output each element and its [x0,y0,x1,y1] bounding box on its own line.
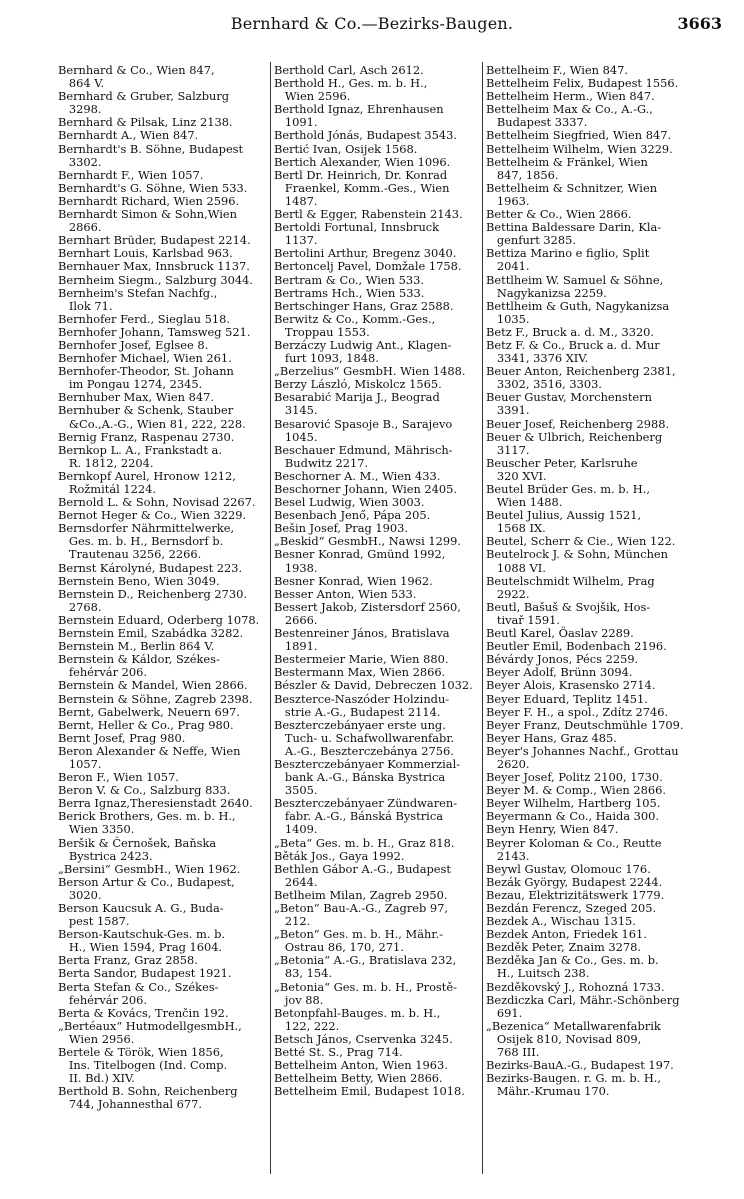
directory-entry-line: Beutl, Bašuš & Svojšik, Hos- [486,599,651,614]
directory-entry-line: „Betonia“ A.-G., Bratislava 232, [274,953,457,968]
directory-entry-line: Bezděk Peter, Znaim 3278. [486,940,642,955]
directory-entry-line: Bernkop L. A., Frankstadt a. [58,442,222,457]
directory-entry-line: Bernhardt's B. Söhne, Budapest [58,141,244,156]
directory-entry-line: Berson Kaucsuk A. G., Buda- [58,901,224,915]
directory-entry-line: fehérvár 206. [58,992,147,1007]
directory-entry-line: Bezirks-Baugen. r. G. m. b. H., [486,1071,662,1086]
directory-entry-line: Bernhart Louis, Karlsbad 963. [58,246,233,261]
directory-entry-line: Bernhardt's G. Söhne, Wien 533. [58,180,248,195]
directory-entry-line: Beuer Gustav, Morchenstern [486,390,652,405]
directory-entry-line: Bezák György, Budapest 2244. [486,874,663,889]
directory-entry-line: Bernstein D., Reichenberg 2730. [58,586,247,601]
directory-entry-line: Bertoncelj Pavel, Domžale 1758. [274,259,462,274]
directory-entry-line: Berta Stefan & Co., Székes- [58,979,219,994]
directory-entry-line: H., Luitsch 238. [486,966,590,981]
directory-entry-line: Beutelschmidt Wilhelm, Prag [486,573,655,588]
directory-entry-line: Beszterce-Naszóder Holzindu- [274,691,450,706]
directory-entry-line: „Bertéaux“ HutmodellgesmbH., [58,1018,242,1033]
directory-entry-line: Beschorner Johann, Wien 2405. [274,482,458,496]
directory-entry-line: Beyer F. H., a spol., Zdítz 2746. [486,704,669,719]
directory-entry-line: Bettiza Marino e figlio, Split [486,246,650,261]
directory-entry-line: Beuscher Peter, Karlsruhe [486,455,638,470]
directory-entry-line: Bertram & Co., Wien 533. [274,272,424,287]
directory-entry-line: Nagykanizsa 2259. [486,285,607,300]
directory-entry-line: Bernst Károlyné, Budapest 223. [58,560,243,575]
directory-entry-line: Bernhardt F., Wien 1057. [58,167,204,182]
directory-entry-line: Berthold Ignaz, Ehrenhausen [274,102,444,117]
directory-entry-line: Bernhardt Simon & Sohn,Wien [58,207,237,222]
column-right [486,64,716,1098]
directory-entry-line: 1938. [274,560,318,575]
directory-entry-line: Beyermann & Co., Haida 300. [486,809,660,824]
directory-entry-line: 744, Johannesthal 677. [58,1097,202,1112]
directory-entry-line: Bernhard & Co., Wien 847, [58,64,215,77]
directory-entry-line: Ilok 71. [58,298,113,313]
directory-entry-line: 1045. [274,429,318,444]
directory-entry-line: Bernkopf Aurel, Hronow 1212, [58,468,236,483]
directory-entry-line: Bettelheim Wilhelm, Wien 3229. [486,141,673,156]
directory-entry-line: Beuer Anton, Reichenberg 2381, [486,364,676,379]
directory-entry-line: Bernold L. & Sohn, Novisad 2267. [58,495,256,510]
directory-entry-line: Bertoldi Fortunal, Innsbruck [274,220,440,235]
directory-entry-line: Beutler Emil, Bodenbach 2196. [486,639,667,654]
directory-entry-line: Bettina Baldessare Darin, Kla- [486,220,662,235]
directory-entry-line: Bészler & David, Debreczen 1032. [274,678,473,693]
directory-entry-line: Wien 3350. [58,822,135,837]
directory-entry-line: Ins. Titelbogen (Ind. Comp. [58,1058,228,1073]
directory-entry-line: Bertschinger Hans, Graz 2588. [274,298,454,313]
directory-entry-line: Bystrica 2423. [58,848,153,863]
directory-entry-line: Bertić Ivan, Osijek 1568. [274,141,418,156]
directory-entry-line: Tuch- u. Schafwollwarenfabr. [274,730,455,745]
directory-entry-line: Berzáczy Ludwig Ant., Klagen- [274,337,452,352]
directory-entry-line: Beron Alexander & Neffe, Wien [58,743,241,758]
directory-entry-line: Bešin Josef, Prag 1903. [274,521,409,536]
directory-entry-line: 3505. [274,783,318,798]
directory-entry-line: R. 1812, 2204. [58,455,154,470]
directory-entry-line: Bezděkovský J., Rohozná 1733. [486,979,665,994]
directory-entry-line: Besel Ludwig, Wien 3003. [274,495,425,510]
directory-entry-line: Betsch János, Cservenka 3245. [274,1031,453,1046]
directory-entry-line: tivař 1591. [486,612,560,627]
directory-entry-line: Betonpfahl-Bauges. m. b. H., [274,1005,441,1020]
directory-entry-line: Beyer Franz, Deutschmühle 1709. [486,717,684,732]
directory-entry-line: Bernstein Emil, Szabádka 3282. [58,626,244,641]
directory-entry-line: Budwitz 2217. [274,455,369,470]
directory-entry-line: 864 V. [58,76,105,91]
directory-entry-line: Bernstein & Söhne, Zagreb 2398. [58,691,253,706]
directory-entry-line: Bezdán Ferencz, Szeged 205. [486,901,657,915]
directory-entry-line: „Beton“ Ges. m. b. H., Mähr.- [274,927,443,942]
directory-entry-line: Bernheim Siegm., Salzburg 3044. [58,272,254,287]
directory-entry-line: Bestenreiner János, Bratislava [274,626,450,641]
directory-entry-line: Berta Sandor, Budapest 1921. [58,966,232,981]
page-number: 3663 [677,14,722,33]
directory-entry-line: Bestermann Max, Wien 2866. [274,665,446,680]
directory-entry-line: strie A.-G., Budapest 2114. [274,704,441,719]
directory-entry-line: Bernt, Heller & Co., Prag 980. [58,717,234,732]
directory-entry-line: 3391. [486,403,530,418]
directory-entry-line: Bernhard & Gruber, Salzburg [58,89,230,104]
directory-entry-line: &Co.,A.-G., Wien 81, 222, 228. [58,416,246,431]
directory-entry-line: 1137. [274,233,318,248]
directory-entry-line: Berthold B. Sohn, Reichenberg [58,1084,238,1099]
directory-entry-line: Besarabić Marija J., Beograd [274,390,440,405]
directory-entry-line: 2866. [58,220,102,235]
directory-entry-line: Beyer M. & Comp., Wien 2866. [486,783,667,798]
directory-entry-line: Berwitz & Co., Komm.-Ges., [274,311,436,326]
directory-entry-line: Bettelheim Betty, Wien 2866. [274,1071,443,1086]
directory-entry-line: Bettlheim & Guth, Nagykanizsa [486,298,670,313]
directory-entry-line: fehérvár 206. [58,665,147,680]
directory-entry-line: jov 88. [274,992,324,1007]
directory-entry-line: „Beta“ Ges. m. b. H., Graz 818. [274,835,455,850]
directory-entry-line: Beyer Eduard, Teplitz 1451. [486,691,648,706]
directory-entry-line: Bertl & Egger, Rabenstein 2143. [274,207,463,222]
directory-entry-line: Mähr.-Krumau 170. [486,1084,610,1099]
directory-entry-line: Beutel, Scherr & Cie., Wien 122. [486,534,676,549]
directory-entry-line: im Pongau 1274, 2345. [58,377,203,392]
directory-entry-line: Fraenkel, Komm.-Ges., Wien [274,180,450,195]
directory-entry-line: 1091. [274,115,318,130]
directory-entry-line: Berick Brothers, Ges. m. b. H., [58,809,236,824]
directory-entry-line: Beutl Karel, Öaslav 2289. [486,626,634,641]
directory-entry-line: Betté St. S., Prag 714. [274,1045,403,1060]
directory-entry-line: Bettelheim F., Wien 847. [486,64,628,77]
directory-entry-line: Bernt, Gabelwerk, Neuern 697. [58,704,240,719]
directory-entry-line: „Berzelius“ GesmbH. Wien 1488. [274,364,466,379]
directory-entry-line: Betlheim Milan, Zagreb 2950. [274,887,448,902]
directory-entry-line: „Bersini“ GesmbH., Wien 1962. [58,861,241,876]
directory-entry-line: Beyer Adolf, Brünn 3094. [486,665,633,680]
directory-entry-line: 2644. [274,874,318,889]
directory-entry-line: Bezdek A., Wischau 1315. [486,914,636,929]
directory-entry-line: furt 1093, 1848. [274,351,379,366]
directory-entry-line: Berthold Jónás, Budapest 3543. [274,128,457,143]
directory-entry-line: Bethlen Gábor A.-G., Budapest [274,861,451,876]
directory-entry-line: 3020. [58,887,102,902]
directory-entry-line: Bernhardt Richard, Wien 2596. [58,193,240,208]
directory-entry-line: Bettlheim W. Samuel & Söhne, [486,272,664,287]
directory-entry-line: Berson Artur & Co., Budapest, [58,874,235,889]
directory-entry-line: Bezdek Anton, Friedek 161. [486,927,647,942]
column-rule-right [482,62,483,1174]
directory-entry-line: Beyer Alois, Krasensko 2714. [486,678,656,693]
directory-entry-line: Ostrau 86, 170, 271. [274,940,404,955]
directory-entry-line: Besenbach Jenő, Pápa 205. [274,508,431,523]
directory-entry-line: „Beton“ Bau-A.-G., Zagreb 97, [274,901,449,915]
directory-entry-line: 3145. [274,403,318,418]
directory-entry-line: Bettelheim Max & Co., A.-G., [486,102,653,117]
directory-entry-line: Bettelheim & Fränkel, Wien [486,154,648,169]
directory-entry-line: Beschorner A. M., Wien 433. [274,468,441,483]
directory-entry-line: Bertl Dr. Heinrich, Dr. Konrad [274,167,448,182]
page-header [0,14,744,38]
directory-entry-line: Berzy László, Miskolcz 1565. [274,377,442,392]
directory-entry-line: 1409. [274,822,318,837]
directory-entry-line: Beszterczebányaer Zündwaren- [274,796,458,811]
directory-entry-line: Bernstein Eduard, Oderberg 1078. [58,612,260,627]
directory-entry-line: Bernsdorfer Nährmittelwerke, [58,521,235,536]
directory-entry-line: Beszterczebányaer Kommerzial- [274,756,461,771]
directory-entry-line: 2620. [486,756,530,771]
directory-entry-line: 1088 VI. [486,560,546,575]
directory-entry-line: H., Wien 1594, Prag 1604. [58,940,223,955]
directory-entry-line: genfurt 3285. [486,233,577,248]
directory-entry-line: Beyer's Johannes Nachf., Grottau [486,743,679,758]
directory-entry-line: Berta & Kovács, Trenčin 192. [58,1005,229,1020]
directory-entry-line: Berta Franz, Graz 2858. [58,953,198,968]
directory-entry-line: Bernig Franz, Raspenau 2730. [58,429,235,444]
directory-entry-line: Běták Jos., Gaya 1992. [274,848,405,863]
directory-entry-line: Bertolini Arthur, Bregenz 3040. [274,246,457,261]
directory-entry-line: Bernstein Beno, Wien 3049. [58,573,220,588]
directory-entry-line: „Betonia“ Ges. m. b. H., Prostě- [274,979,457,994]
directory-entry-line: Bernheim's Stefan Nachfg., [58,285,218,300]
directory-entry-line: 1568 IX. [486,521,546,536]
directory-entry-line: Bernstein M., Berlin 864 V. [58,639,215,654]
directory-entry-line: Bettelheim Herm., Wien 847. [486,89,655,104]
directory-entry-line: Budapest 3337. [486,115,588,130]
directory-entry-line: Bertrams Hch., Wien 533. [274,285,425,300]
directory-entry-line: Beron V. & Co., Salzburg 833. [58,783,231,798]
directory-entry-line: Bezau, Elektrizitätswerk 1779. [486,887,665,902]
directory-entry-line: 3302, 3516, 3303. [486,377,602,392]
directory-entry-line: Beuer & Ulbrich, Reichenberg [486,429,663,444]
directory-entry-line: Bettelheim Anton, Wien 1963. [274,1058,448,1073]
directory-entry-line: Bernhofer-Theodor, St. Johann [58,364,234,379]
directory-entry-line: Beyn Henry, Wien 847. [486,822,619,837]
directory-entry-line: Bettelheim & Schnitzer, Wien [486,180,658,195]
directory-entry-line: 83, 154. [274,966,332,981]
directory-entry-line: 1891. [274,639,318,654]
directory-entry-line: 1057. [58,756,102,771]
directory-entry-line: 122, 222. [274,1018,340,1033]
directory-entry-line: Beron F., Wien 1057. [58,770,179,785]
directory-entry-line: Beyer Josef, Politz 2100, 1730. [486,770,663,785]
directory-entry-line: Troppau 1553. [274,324,370,339]
directory-entry-line: 3341, 3376 XIV. [486,351,589,366]
directory-entry-line: Bernstein & Káldor, Székes- [58,652,220,667]
directory-entry-line: 2922. [486,586,530,601]
directory-entry-line: Beutelrock J. & Sohn, München [486,547,668,562]
directory-entry-line: 691. [486,1005,523,1020]
directory-entry-line: Bernhofer Josef, Eglsee 8. [58,337,209,352]
directory-entry-line: Bertich Alexander, Wien 1096. [274,154,451,169]
directory-entry-line: 212. [274,914,311,929]
directory-entry-line: Bernt Josef, Prag 980. [58,730,186,745]
directory-entry-line: Betz F. & Co., Bruck a. d. Mur [486,337,660,352]
directory-entry-line: Bernhofer Michael, Wien 261. [58,351,232,366]
directory-entry-line: Bessert Jakob, Zistersdorf 2560, [274,599,461,614]
running-head: Bernhard & Co.—Bezirks-Baugen. [230,14,514,33]
directory-entry-line: Bestermeier Marie, Wien 880. [274,652,449,667]
directory-entry-line: 2143. [486,848,530,863]
directory-entry-line: „Beskid“ GesmbH., Nawsi 1299. [274,534,461,549]
directory-entry-line: Wien 2596. [274,89,351,104]
directory-entry-line: Beyer Hans, Graz 485. [486,730,617,745]
directory-entry-line: Besarović Spasoje B., Sarajevo [274,416,453,431]
directory-entry-line: Bévárdy Jonos, Pécs 2259. [486,652,639,667]
directory-entry-line: A.-G., Beszterczebánya 2756. [274,743,454,758]
directory-entry-line: Bernhart Brüder, Budapest 2214. [58,233,251,248]
directory-entry-line: Bernstein & Mandel, Wien 2866. [58,678,248,693]
column-left [58,64,268,1112]
directory-entry-line: Bezděka Jan & Co., Ges. m. b. [486,953,659,968]
directory-entry-line: Beutel Julius, Aussig 1521, [486,508,642,523]
directory-entry-line: Bernhardt A., Wien 847. [58,128,199,143]
directory-entry-line: 1035. [486,311,530,326]
directory-entry-line: „Bezenica“ Metallwarenfabrik [486,1018,661,1033]
directory-entry-line: bank A.-G., Bánska Bystrica [274,770,446,785]
directory-entry-line: Betz F., Bruck a. d. M., 3320. [486,324,655,339]
directory-entry-line: Bettelheim Felix, Budapest 1556. [486,76,679,91]
directory-entry-line: Bernot Heger & Co., Wien 3229. [58,508,247,523]
directory-entry-line: 3298. [58,102,102,117]
directory-entry-line: Berson-Kautschuk-Ges. m. b. [58,927,225,942]
directory-entry-line: Ges. m. b. H., Bernsdorf b. [58,534,224,549]
directory-entry-line: 3302. [58,154,102,169]
column-middle [274,64,480,1098]
directory-entry-line: 1963. [486,193,530,208]
directory-entry-line: Bezdiczka Carl, Mähr.-Schönberg [486,992,680,1007]
directory-entry-line: Besser Anton, Wien 533. [274,586,417,601]
directory-entry-line: 1487. [274,193,318,208]
directory-entry-line: Osijek 810, Novisad 809, [486,1031,642,1046]
directory-entry-line: 2768. [58,599,102,614]
directory-entry-line: Beutel Brüder Ges. m. b. H., [486,482,650,496]
directory-entry-line: Wien 1488. [486,495,563,510]
directory-entry-line: Beszterczebányaer erste ung. [274,717,446,732]
directory-entry-line: Bertele & Török, Wien 1856, [58,1045,224,1060]
directory-entry-line: Bernhuber & Schenk, Stauber [58,403,234,418]
directory-entry-line: Bernhauer Max, Innsbruck 1137. [58,259,250,274]
directory-entry-line: Wien 2956. [58,1031,135,1046]
directory-entry-line: Bernhofer Johann, Tamsweg 521. [58,324,251,339]
directory-entry-line: 320 XVI. [486,468,547,483]
directory-entry-line: Beyrer Koloman & Co., Reutte [486,835,662,850]
column-rule-left [270,62,271,1174]
directory-entry-line: II. Bd.) XIV. [58,1071,135,1086]
directory-entry-line: Berthold H., Ges. m. b. H., [274,76,428,91]
directory-entry-line: Beršik & Černošek, Baňska [58,835,217,850]
directory-entry-line: Trautenau 3256, 2266. [58,547,202,562]
directory-entry-line: fabr. A.-G., Bánská Bystrica [274,809,443,824]
directory-entry-line: pest 1587. [58,914,130,929]
directory-entry-line: 847, 1856. [486,167,559,182]
directory-entry-line: Bernhard & Pilsak, Linz 2138. [58,115,233,130]
directory-entry-line: Beyer Wilhelm, Hartberg 105. [486,796,661,811]
directory-entry-line: Bettelheim Emil, Budapest 1018. [274,1084,465,1099]
directory-entry-line: Rožmitál 1224. [58,482,156,496]
directory-entry-line: Beywl Gustav, Olomouc 176. [486,861,651,876]
directory-entry-line: Berra Ignaz,Theresienstadt 2640. [58,796,253,811]
directory-entry-line: 2666. [274,612,318,627]
directory-entry-line: 3117. [486,442,530,457]
directory-entry-line: 768 III. [486,1045,540,1060]
directory-entry-line: Beuer Josef, Reichenberg 2988. [486,416,670,431]
directory-entry-line: Bezirks-BauA.-G., Budapest 197. [486,1058,674,1073]
directory-entry-line: Bernhuber Max, Wien 847. [58,390,214,405]
directory-entry-line: Bettelheim Siegfried, Wien 847. [486,128,672,143]
directory-entry-line: Better & Co., Wien 2866. [486,207,632,222]
directory-entry-line: Besner Konrad, Wien 1962. [274,573,433,588]
directory-entry-line: Besner Konrad, Gmünd 1992, [274,547,446,562]
directory-entry-line: Berthold Carl, Asch 2612. [274,64,424,77]
directory-entry-line: Bernhofer Ferd., Sieglau 518. [58,311,230,326]
directory-entry-line: Beschauer Edmund, Mährisch- [274,442,453,457]
directory-entry-line: 2041. [486,259,530,274]
